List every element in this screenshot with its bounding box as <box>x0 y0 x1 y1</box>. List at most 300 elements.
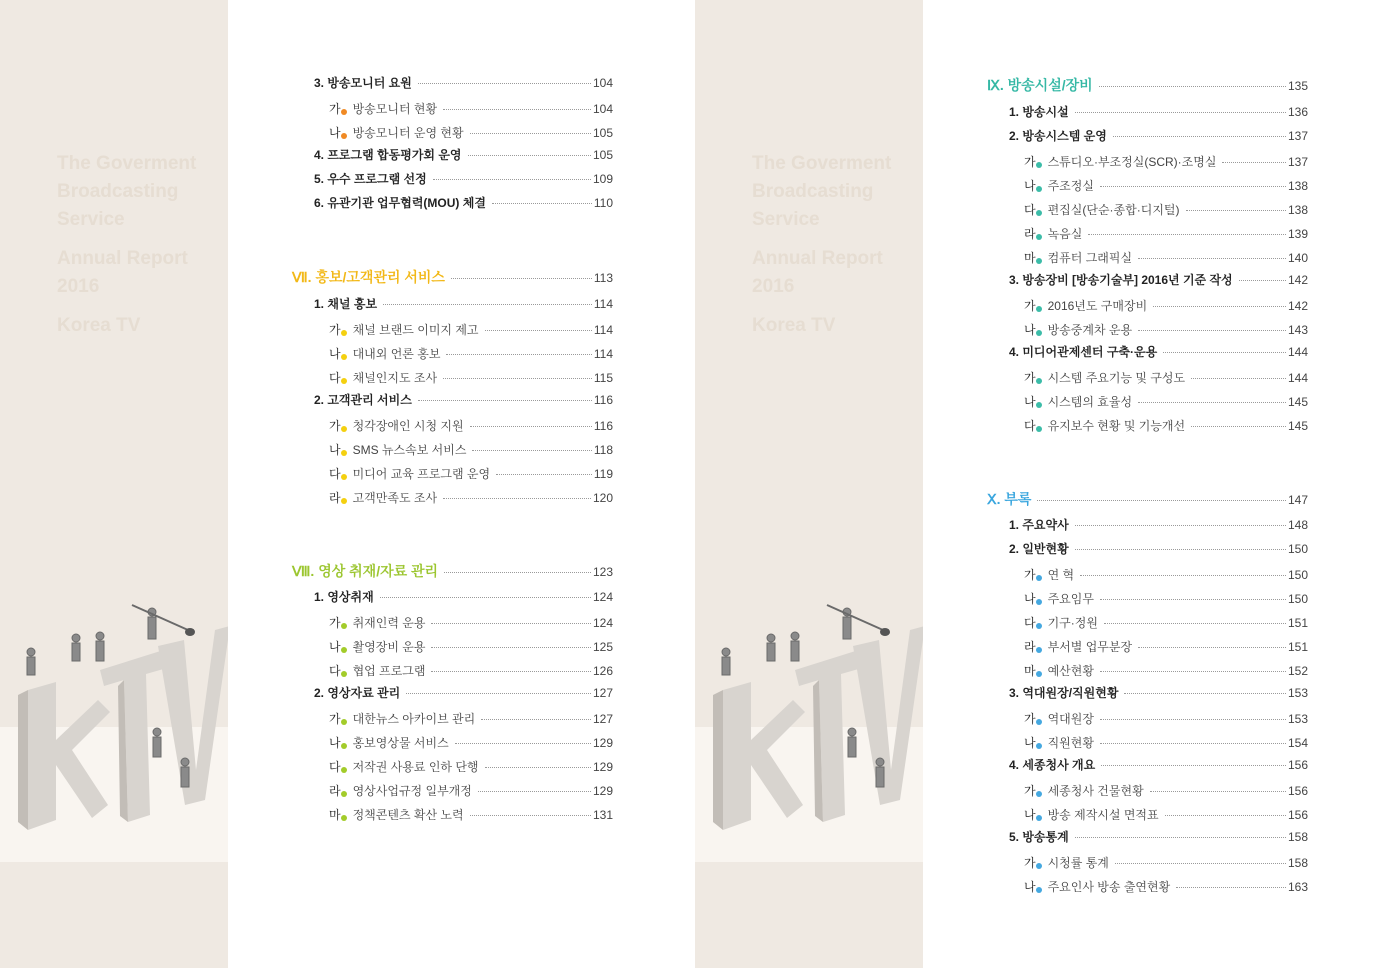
toc-sub[interactable] <box>987 782 1308 799</box>
toc-page-number: 138 <box>1287 203 1308 217</box>
toc-entry-title: 5. 방송통계 <box>1009 830 1069 844</box>
toc-entry-title <box>329 100 437 117</box>
dot-leader <box>1100 599 1286 600</box>
toc-section[interactable] <box>987 516 1308 533</box>
toc-page-number: 115 <box>593 371 613 385</box>
toc-page-number: 114 <box>593 323 613 337</box>
toc-sub[interactable] <box>987 417 1308 434</box>
toc-page-number: 142 <box>1287 299 1308 313</box>
toc-entry-title <box>329 124 464 141</box>
toc-page-number: 105 <box>592 126 613 140</box>
toc-sub[interactable] <box>292 806 613 823</box>
bullet-dot-icon <box>1036 306 1042 312</box>
dot-leader <box>380 597 591 598</box>
toc-page-number: 156 <box>1287 808 1308 822</box>
toc-marker <box>1024 736 1048 750</box>
toc-page-number: 163 <box>1287 880 1308 894</box>
toc-marker-label: 나 <box>329 736 341 750</box>
toc-marker-label: 나 <box>1024 179 1036 193</box>
toc-sub[interactable] <box>987 177 1308 194</box>
dot-leader <box>1101 765 1286 766</box>
bullet-dot-icon <box>1036 815 1042 821</box>
toc-page-number: 138 <box>1287 179 1308 193</box>
toc-entry-text: 컴퓨터 그래픽실 <box>1047 251 1133 265</box>
toc-sub[interactable] <box>987 321 1308 338</box>
toc-marker <box>1024 880 1048 894</box>
toc-sub[interactable] <box>987 393 1308 410</box>
bullet-dot-icon <box>341 623 347 629</box>
dot-leader <box>1088 234 1286 235</box>
toc-entry-text: 채널 브랜드 이미지 제고 <box>352 323 479 337</box>
dot-leader <box>1138 647 1286 648</box>
toc-sub[interactable] <box>987 369 1308 386</box>
toc-sub[interactable] <box>292 345 613 362</box>
toc-sub[interactable] <box>987 638 1308 655</box>
toc-entry-title: 2. 영상자료 관리 <box>314 686 401 700</box>
toc-sub[interactable] <box>987 710 1308 727</box>
toc-page-number: 148 <box>1287 518 1308 532</box>
toc-section[interactable] <box>987 756 1308 773</box>
toc-entry-text: 기구·정원 <box>1047 616 1098 630</box>
toc-entry-text: 취재인력 운용 <box>352 616 426 630</box>
dot-leader <box>451 278 592 279</box>
toc-sub[interactable] <box>292 465 613 482</box>
bullet-dot-icon <box>1036 671 1042 677</box>
toc-marker <box>1024 299 1048 313</box>
toc-sub[interactable] <box>292 734 613 751</box>
dot-leader <box>455 743 591 744</box>
dot-leader <box>433 179 591 180</box>
toc-marker-label: 라 <box>1024 640 1036 654</box>
dot-leader <box>1191 426 1286 427</box>
dot-leader <box>1222 162 1286 163</box>
dot-leader <box>492 203 592 204</box>
dot-leader <box>1239 280 1286 281</box>
toc-entry-title <box>329 321 479 338</box>
toc-entry-title: 4. 세종청사 개요 <box>1009 758 1096 772</box>
toc-marker-label: 가 <box>1024 299 1036 313</box>
dot-leader <box>1080 575 1286 576</box>
toc-sub[interactable] <box>292 321 613 338</box>
toc-entry-text: 녹음실 <box>1047 227 1083 241</box>
dot-leader <box>418 83 591 84</box>
toc-marker-label: 다 <box>329 664 341 678</box>
toc-page-number: 150 <box>1287 592 1308 606</box>
toc-marker-label: 나 <box>1024 880 1036 894</box>
dot-leader <box>1138 330 1286 331</box>
toc-entry-title <box>1024 249 1132 266</box>
toc-chapter[interactable] <box>987 75 1308 95</box>
dot-leader <box>443 109 591 110</box>
toc-marker-label: 가 <box>329 712 341 726</box>
toc-sub[interactable] <box>987 806 1308 823</box>
toc-marker <box>1024 203 1048 217</box>
toc-marker-label: 나 <box>329 640 341 654</box>
toc-page-number: 135 <box>1287 79 1308 93</box>
toc-section[interactable] <box>292 170 613 187</box>
toc-entry-text: 시스템 주요기능 및 구성도 <box>1047 371 1186 385</box>
toc-chapter[interactable] <box>987 489 1308 509</box>
sidebar-watermark <box>752 150 891 340</box>
toc-section[interactable] <box>987 103 1308 120</box>
toc-entry-title: 1. 영상취재 <box>314 590 374 604</box>
toc-page-number: 104 <box>592 102 613 116</box>
toc-page-number: 145 <box>1287 419 1308 433</box>
toc-entry-title <box>1024 321 1132 338</box>
toc-marker <box>329 712 353 726</box>
toc-entry-text: 대한뉴스 아카이브 관리 <box>352 712 476 726</box>
toc-entry-text: 부서별 업무분장 <box>1047 640 1133 654</box>
watermark-line: Annual Report <box>752 248 883 269</box>
toc-entry-text: 시청률 통계 <box>1047 856 1109 870</box>
toc-section[interactable] <box>292 146 613 163</box>
toc-page-number: 151 <box>1287 640 1308 654</box>
toc-sub[interactable] <box>292 662 613 679</box>
bullet-dot-icon <box>341 133 347 139</box>
watermark-line: Korea TV <box>57 315 141 336</box>
bullet-dot-icon <box>1036 743 1042 749</box>
toc-sub[interactable] <box>292 782 613 799</box>
bullet-dot-icon <box>341 109 347 115</box>
toc-page-number: 144 <box>1287 371 1308 385</box>
bullet-dot-icon <box>1036 791 1042 797</box>
toc-marker-label: 다 <box>329 760 341 774</box>
toc-entry-title <box>1024 153 1216 170</box>
toc-sub[interactable] <box>292 124 613 141</box>
toc-page-number: 158 <box>1287 856 1308 870</box>
toc-page-number: 153 <box>1287 712 1308 726</box>
toc-marker <box>329 102 353 116</box>
bullet-dot-icon <box>1036 647 1042 653</box>
toc-entry-title: Ⅹ. 부록 <box>987 491 1032 507</box>
toc-marker-label: 가 <box>1024 568 1036 582</box>
toc-entry-text: 저작권 사용료 인하 단행 <box>352 760 479 774</box>
toc-entry-title <box>1024 614 1098 631</box>
watermark-line: 2016 <box>57 276 100 297</box>
toc-entry-title <box>1024 806 1159 823</box>
toc-marker-label: 나 <box>329 347 341 361</box>
toc-page-number: 124 <box>592 616 613 630</box>
toc-sub[interactable] <box>292 417 613 434</box>
bullet-dot-icon <box>341 474 347 480</box>
toc-entry-text: 세종청사 건물현황 <box>1047 784 1144 798</box>
toc-marker <box>329 491 353 505</box>
toc-entry-title <box>1024 734 1094 751</box>
toc-sub[interactable] <box>987 225 1308 242</box>
toc-section[interactable] <box>987 828 1308 845</box>
toc-marker <box>1024 568 1048 582</box>
dot-leader <box>485 767 591 768</box>
toc-entry-title: 1. 주요약사 <box>1009 518 1069 532</box>
dot-leader <box>1191 378 1286 379</box>
toc-marker <box>1024 808 1048 822</box>
toc-section[interactable] <box>987 540 1308 557</box>
dot-leader <box>444 572 591 573</box>
toc-marker <box>329 760 353 774</box>
toc-marker-label: 나 <box>329 443 341 457</box>
toc-entry-text: 채널인지도 조사 <box>352 371 438 385</box>
toc-entry-title <box>329 710 475 727</box>
dot-leader <box>1075 837 1286 838</box>
toc-page-number: 147 <box>1287 493 1308 507</box>
toc-entry-title <box>1024 369 1185 386</box>
toc-entry-text: 유지보수 현황 및 기능개선 <box>1047 419 1186 433</box>
toc-section[interactable] <box>292 588 613 605</box>
dot-leader <box>1165 815 1286 816</box>
toc-entry-title: 1. 방송시설 <box>1009 105 1069 119</box>
ktv-illustration <box>695 590 923 840</box>
toc-entry-text: 방송모니터 현황 <box>352 102 438 116</box>
dot-leader <box>478 791 591 792</box>
toc-page-number: 144 <box>1287 345 1308 359</box>
toc-sub[interactable] <box>292 614 613 631</box>
toc-entry-title <box>329 758 479 775</box>
toc-page-number: 114 <box>593 347 613 361</box>
toc-entry-title <box>1024 710 1094 727</box>
toc-sub[interactable] <box>292 441 613 458</box>
dot-leader <box>1100 743 1286 744</box>
toc-entry-text: 직원현황 <box>1047 736 1094 750</box>
toc-entry-title: Ⅸ. 방송시설/장비 <box>987 77 1093 93</box>
toc-section[interactable] <box>987 271 1308 288</box>
toc-entry-text: 주조정실 <box>1047 179 1094 193</box>
toc-sub[interactable] <box>987 854 1308 871</box>
toc-entry-title <box>1024 393 1132 410</box>
toc-marker-label: 가 <box>1024 371 1036 385</box>
toc-marker <box>329 664 353 678</box>
bullet-dot-icon <box>341 671 347 677</box>
toc-entry-title: 3. 방송모니터 요원 <box>314 76 412 90</box>
toc-page-number: 114 <box>593 297 613 311</box>
toc-page-number: 156 <box>1287 784 1308 798</box>
toc-entry-title <box>1024 566 1074 583</box>
toc-sub[interactable] <box>987 153 1308 170</box>
toc-sub[interactable] <box>987 590 1308 607</box>
toc-marker <box>1024 395 1048 409</box>
watermark-line: The Goverment <box>752 153 892 174</box>
dot-leader <box>1100 719 1286 720</box>
toc-sub[interactable] <box>987 614 1308 631</box>
toc-marker <box>329 419 353 433</box>
toc-page-number: 137 <box>1287 155 1308 169</box>
toc-page-number: 139 <box>1287 227 1308 241</box>
toc-sub[interactable] <box>987 566 1308 583</box>
bullet-dot-icon <box>1036 258 1042 264</box>
bullet-dot-icon <box>341 330 347 336</box>
toc-sub[interactable] <box>292 369 613 386</box>
toc-page-number: 109 <box>592 172 613 186</box>
dot-leader <box>406 693 591 694</box>
toc-section[interactable] <box>292 194 613 211</box>
toc-sub[interactable] <box>292 758 613 775</box>
dot-leader <box>431 623 590 624</box>
toc-sub[interactable] <box>987 249 1308 266</box>
toc-entry-text: 역대원장 <box>1047 712 1094 726</box>
toc-entry-title: 3. 방송장비 [방송기술부] 2016년 기준 작성 <box>1009 273 1233 287</box>
toc-marker <box>329 347 353 361</box>
toc-section[interactable] <box>987 127 1308 144</box>
toc-marker <box>1024 227 1048 241</box>
toc-section[interactable] <box>292 391 613 408</box>
toc-section[interactable] <box>292 684 613 701</box>
toc-marker <box>329 640 353 654</box>
bullet-dot-icon <box>341 743 347 749</box>
dot-leader <box>1100 671 1286 672</box>
bullet-dot-icon <box>341 719 347 725</box>
toc-sub[interactable] <box>292 638 613 655</box>
toc-marker-label: 다 <box>1024 203 1036 217</box>
bullet-dot-icon <box>341 450 347 456</box>
bullet-dot-icon <box>1036 210 1042 216</box>
toc-section[interactable] <box>987 684 1308 701</box>
dot-leader <box>1124 693 1286 694</box>
toc-page-number: 127 <box>592 712 613 726</box>
toc-entry-text: 주요임무 <box>1047 592 1094 606</box>
toc-entry-text: 대내외 언론 홍보 <box>352 347 441 361</box>
dot-leader <box>1099 86 1286 87</box>
toc-page-number: 125 <box>592 640 613 654</box>
toc-entry-text: 주요인사 방송 출연현황 <box>1047 880 1171 894</box>
toc-entry-text: 예산현황 <box>1047 664 1094 678</box>
toc-entry-title: 5. 우수 프로그램 선정 <box>314 172 427 186</box>
watermark-line: 2016 <box>752 276 795 297</box>
toc-page-number: 104 <box>592 76 613 90</box>
toc-marker-label: 나 <box>1024 323 1036 337</box>
bullet-dot-icon <box>341 426 347 432</box>
dot-leader <box>1176 887 1286 888</box>
bullet-dot-icon <box>1036 234 1042 240</box>
toc-entry-text: 2016년도 구매장비 <box>1047 299 1148 313</box>
toc-marker <box>1024 592 1048 606</box>
toc-entry-title: 4. 미디어관제센터 구축·운용 <box>1009 345 1158 359</box>
toc-entry-text: 촬영장비 운용 <box>352 640 426 654</box>
toc-entry-title: 4. 프로그램 합동평가회 운영 <box>314 148 462 162</box>
toc-marker-label: 다 <box>329 467 341 481</box>
toc-entry-text: 방송모니터 운영 현황 <box>352 126 464 140</box>
toc-marker <box>329 371 353 385</box>
toc-marker <box>1024 323 1048 337</box>
toc-marker-label: 라 <box>1024 227 1036 241</box>
toc-entry-title: 3. 역대원장/직원현황 <box>1009 686 1119 700</box>
toc-marker-label: 나 <box>1024 736 1036 750</box>
toc-section[interactable] <box>987 343 1308 360</box>
toc-page-number: 143 <box>1287 323 1308 337</box>
toc-page-number: 119 <box>593 467 613 481</box>
toc-chapter[interactable] <box>292 267 613 287</box>
dot-leader <box>383 304 592 305</box>
toc-page-number: 158 <box>1287 830 1308 844</box>
toc-marker <box>1024 616 1048 630</box>
toc-entry-text: 영상사업규정 일부개정 <box>352 784 472 798</box>
toc-page-number: 123 <box>592 565 613 579</box>
toc-entry-title <box>1024 878 1170 895</box>
toc-marker-label: 다 <box>1024 616 1036 630</box>
sidebar-right <box>695 0 923 968</box>
toc-entry-title <box>1024 225 1082 242</box>
bullet-dot-icon <box>341 647 347 653</box>
toc-entry-title <box>329 614 425 631</box>
toc-entry-title <box>329 441 466 458</box>
toc-entry-title <box>329 489 437 506</box>
dot-leader <box>1138 258 1286 259</box>
toc-page-number: 142 <box>1287 273 1308 287</box>
bullet-dot-icon <box>1036 623 1042 629</box>
toc-entry-title: Ⅷ. 영상 취재/자료 관리 <box>292 563 439 579</box>
toc-sub[interactable] <box>292 710 613 727</box>
toc-page-number: 127 <box>592 686 613 700</box>
toc-marker-label: 다 <box>1024 419 1036 433</box>
toc-sub[interactable] <box>987 201 1308 218</box>
watermark-line: Broadcasting <box>57 181 179 202</box>
toc-marker-label: 가 <box>329 323 341 337</box>
dot-leader <box>1075 525 1286 526</box>
bullet-dot-icon <box>1036 330 1042 336</box>
toc-entry-text: 미디어 교육 프로그램 운영 <box>352 467 491 481</box>
toc-sub[interactable] <box>292 489 613 506</box>
toc-page-number: 136 <box>1287 105 1308 119</box>
toc-marker <box>329 467 353 481</box>
toc-marker <box>1024 640 1048 654</box>
toc-marker <box>1024 664 1048 678</box>
bullet-dot-icon <box>341 791 347 797</box>
toc-sub[interactable] <box>987 734 1308 751</box>
bullet-dot-icon <box>1036 863 1042 869</box>
dot-leader <box>1075 112 1286 113</box>
toc-chapter[interactable] <box>292 561 613 581</box>
toc-page-number: 126 <box>592 664 613 678</box>
toc-entry-title <box>1024 662 1094 679</box>
dot-leader <box>1104 623 1286 624</box>
dot-leader <box>1100 186 1286 187</box>
dot-leader <box>1153 306 1286 307</box>
dot-leader <box>446 354 591 355</box>
toc-entry-text: 고객만족도 조사 <box>352 491 438 505</box>
toc-marker <box>329 126 353 140</box>
toc-marker <box>1024 251 1048 265</box>
toc-marker-label: 가 <box>1024 155 1036 169</box>
toc-page-number: 129 <box>592 784 613 798</box>
toc-marker-label: 마 <box>1024 251 1036 265</box>
toc-sub[interactable] <box>987 297 1308 314</box>
toc-marker-label: 다 <box>329 371 341 385</box>
toc-page-number: 137 <box>1287 129 1308 143</box>
toc-page-number: 151 <box>1287 616 1308 630</box>
toc-entry-text: 시스템의 효율성 <box>1047 395 1133 409</box>
dot-leader <box>443 378 592 379</box>
dot-leader <box>418 400 592 401</box>
toc-sub[interactable] <box>292 100 613 117</box>
bullet-dot-icon <box>1036 186 1042 192</box>
toc-section[interactable] <box>292 74 613 91</box>
toc-sub[interactable] <box>987 662 1308 679</box>
dot-leader <box>443 498 591 499</box>
watermark-line: Broadcasting <box>752 181 874 202</box>
toc-page-number: 116 <box>593 393 613 407</box>
toc-entry-title: Ⅶ. 홍보/고객관리 서비스 <box>292 269 445 285</box>
dot-leader <box>1163 352 1286 353</box>
bullet-dot-icon <box>341 354 347 360</box>
toc-marker <box>1024 712 1048 726</box>
watermark-line: Korea TV <box>752 315 836 336</box>
toc-marker-label: 가 <box>329 419 341 433</box>
bullet-dot-icon <box>341 378 347 384</box>
toc-sub[interactable] <box>987 878 1308 895</box>
toc-section[interactable] <box>292 295 613 312</box>
dot-leader <box>481 719 591 720</box>
toc-entry-title <box>329 662 425 679</box>
toc-entry-text: 연 혁 <box>1047 568 1075 582</box>
toc-entry-title: 1. 채널 홍보 <box>314 297 378 311</box>
